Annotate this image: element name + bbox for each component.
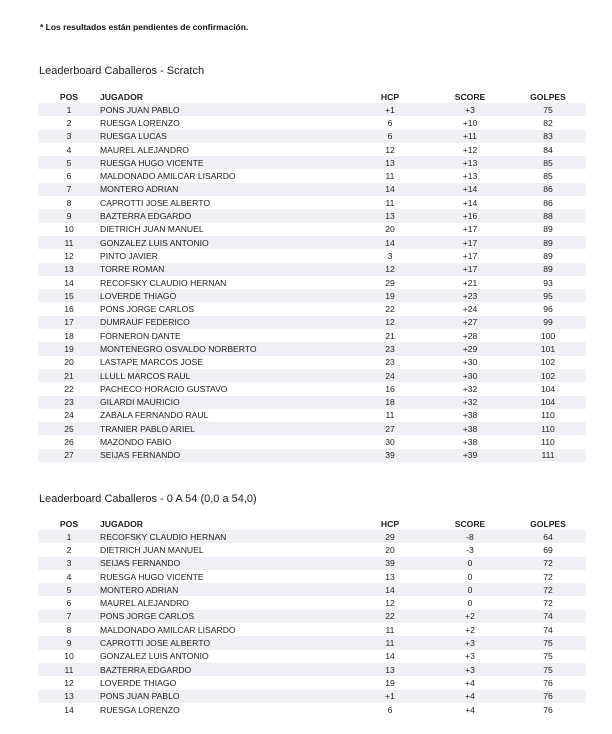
cell-hcp: 11 <box>350 409 430 422</box>
cell-pos: 11 <box>38 236 100 249</box>
cell-hcp: 20 <box>350 543 430 556</box>
cell-golpes: 89 <box>510 236 586 249</box>
table-row <box>38 623 586 636</box>
cell-score: +39 <box>430 449 510 462</box>
cell-score: +4 <box>430 703 510 716</box>
cell-hcp: 22 <box>350 302 430 315</box>
cell-score: -8 <box>430 530 510 543</box>
table-row <box>38 583 586 596</box>
cell-jugador: MONTENEGRO OSVALDO NORBERTO <box>100 342 350 355</box>
cell-jugador: LOVERDE THIAGO <box>100 676 350 689</box>
cell-score: +13 <box>430 169 510 182</box>
cell-jugador: LASTAPE MARCOS JOSE <box>100 356 350 369</box>
table-row <box>38 249 586 262</box>
cell-score: 0 <box>430 557 510 570</box>
cell-pos: 25 <box>38 422 100 435</box>
cell-score: +38 <box>430 435 510 448</box>
cell-golpes: 75 <box>510 663 586 676</box>
cell-hcp: 11 <box>350 169 430 182</box>
table-row <box>38 530 586 543</box>
cell-golpes: 83 <box>510 130 586 143</box>
cell-hcp: 20 <box>350 223 430 236</box>
cell-hcp: 16 <box>350 382 430 395</box>
cell-jugador: BAZTERRA EDGARDO <box>100 663 350 676</box>
cell-score: +2 <box>430 623 510 636</box>
cell-pos: 13 <box>38 263 100 276</box>
cell-hcp: 14 <box>350 236 430 249</box>
cell-jugador: MONTERO ADRIAN <box>100 583 350 596</box>
header-hcp: HCP <box>380 518 400 529</box>
cell-golpes: 85 <box>510 156 586 169</box>
cell-score: +12 <box>430 143 510 156</box>
cell-jugador: MAUREL ALEJANDRO <box>100 143 350 156</box>
header-pos: POS <box>59 91 79 102</box>
header-golpes: GOLPES <box>530 91 566 102</box>
cell-golpes: 72 <box>510 596 586 609</box>
cell-golpes: 76 <box>510 690 586 703</box>
cell-jugador: RECOFSKY CLAUDIO HERNAN <box>100 530 350 543</box>
cell-jugador: RUESGA LORENZO <box>100 703 350 716</box>
cell-pos: 4 <box>38 570 100 583</box>
cell-score: +38 <box>430 409 510 422</box>
cell-score: +17 <box>430 249 510 262</box>
cell-score: +21 <box>430 276 510 289</box>
cell-jugador: CAPROTTI JOSE ALBERTO <box>100 196 350 209</box>
cell-golpes: 82 <box>510 116 586 129</box>
cell-pos: 5 <box>38 156 100 169</box>
cell-jugador: PONS JUAN PABLO <box>100 103 350 116</box>
cell-hcp: 13 <box>350 663 430 676</box>
header-hcp: HCP <box>380 91 400 102</box>
cell-score: 0 <box>430 596 510 609</box>
cell-score: +32 <box>430 382 510 395</box>
cell-score: +30 <box>430 369 510 382</box>
cell-hcp: 27 <box>350 422 430 435</box>
cell-golpes: 100 <box>510 329 586 342</box>
cell-golpes: 95 <box>510 289 586 302</box>
cell-score: +24 <box>430 302 510 315</box>
cell-golpes: 101 <box>510 342 586 355</box>
cell-golpes: 88 <box>510 209 586 222</box>
table-row <box>38 396 586 409</box>
cell-jugador: GILARDI MAURICIO <box>100 396 350 409</box>
cell-golpes: 76 <box>510 703 586 716</box>
cell-jugador: ZABALA FERNANDO RAUL <box>100 409 350 422</box>
cell-jugador: TORRE ROMAN <box>100 263 350 276</box>
cell-hcp: 30 <box>350 435 430 448</box>
cell-golpes: 75 <box>510 650 586 663</box>
cell-hcp: 13 <box>350 570 430 583</box>
table-row <box>38 209 586 222</box>
cell-jugador: TRANIER PABLO ARIEL <box>100 422 350 435</box>
table-header-row <box>38 90 586 103</box>
cell-golpes: 110 <box>510 435 586 448</box>
table-row <box>38 356 586 369</box>
table-row <box>38 409 586 422</box>
cell-golpes: 104 <box>510 382 586 395</box>
cell-hcp: 11 <box>350 196 430 209</box>
cell-hcp: 11 <box>350 636 430 649</box>
cell-golpes: 72 <box>510 570 586 583</box>
cell-jugador: RECOFSKY CLAUDIO HERNAN <box>100 276 350 289</box>
cell-pos: 27 <box>38 449 100 462</box>
cell-score: +14 <box>430 183 510 196</box>
cell-score: +3 <box>430 636 510 649</box>
cell-pos: 3 <box>38 557 100 570</box>
table-row <box>38 342 586 355</box>
cell-score: +16 <box>430 209 510 222</box>
cell-pos: 5 <box>38 583 100 596</box>
cell-pos: 15 <box>38 289 100 302</box>
cell-jugador: PONS JORGE CARLOS <box>100 610 350 623</box>
cell-hcp: 39 <box>350 557 430 570</box>
cell-pos: 10 <box>38 223 100 236</box>
table-row <box>38 382 586 395</box>
cell-hcp: 13 <box>350 156 430 169</box>
cell-jugador: GONZALEZ LUIS ANTONIO <box>100 236 350 249</box>
table-row <box>38 422 586 435</box>
cell-golpes: 111 <box>510 449 586 462</box>
cell-hcp: 6 <box>350 703 430 716</box>
cell-score: 0 <box>430 583 510 596</box>
cell-pos: 23 <box>38 396 100 409</box>
cell-golpes: 84 <box>510 143 586 156</box>
cell-pos: 3 <box>38 130 100 143</box>
header-score: SCORE <box>454 518 486 529</box>
cell-jugador: PINTO JAVIER <box>100 249 350 262</box>
cell-jugador: MALDONADO AMILCAR LISARDO <box>100 623 350 636</box>
table-row <box>38 703 586 716</box>
cell-score: +17 <box>430 223 510 236</box>
table-row <box>38 169 586 182</box>
header-jugador: JUGADOR <box>100 518 143 529</box>
cell-jugador: SEIJAS FERNANDO <box>100 449 350 462</box>
cell-score: +27 <box>430 316 510 329</box>
cell-hcp: 6 <box>350 130 430 143</box>
cell-pos: 2 <box>38 543 100 556</box>
cell-hcp: 29 <box>350 530 430 543</box>
cell-pos: 14 <box>38 703 100 716</box>
cell-hcp: 12 <box>350 263 430 276</box>
table-row <box>38 196 586 209</box>
cell-jugador: MONTERO ADRIAN <box>100 183 350 196</box>
cell-pos: 26 <box>38 435 100 448</box>
table-row <box>38 663 586 676</box>
cell-hcp: 24 <box>350 369 430 382</box>
cell-pos: 6 <box>38 169 100 182</box>
cell-hcp: 18 <box>350 396 430 409</box>
cell-pos: 14 <box>38 276 100 289</box>
cell-score: +11 <box>430 130 510 143</box>
cell-jugador: MALDONADO AMILCAR LISARDO <box>100 169 350 182</box>
cell-hcp: 12 <box>350 596 430 609</box>
cell-golpes: 86 <box>510 196 586 209</box>
cell-jugador: PACHECO HORACIO GUSTAVO <box>100 382 350 395</box>
cell-pos: 1 <box>38 103 100 116</box>
table-row <box>38 130 586 143</box>
table-row <box>38 103 586 116</box>
cell-golpes: 99 <box>510 316 586 329</box>
cell-score: 0 <box>430 570 510 583</box>
cell-jugador: LOVERDE THIAGO <box>100 289 350 302</box>
cell-pos: 2 <box>38 116 100 129</box>
cell-hcp: 13 <box>350 209 430 222</box>
cell-jugador: PONS JORGE CARLOS <box>100 302 350 315</box>
cell-jugador: BAZTERRA EDGARDO <box>100 209 350 222</box>
cell-jugador: RUESGA HUGO VICENTE <box>100 570 350 583</box>
table-row <box>38 435 586 448</box>
table-row <box>38 636 586 649</box>
cell-pos: 8 <box>38 623 100 636</box>
cell-golpes: 96 <box>510 302 586 315</box>
cell-hcp: 12 <box>350 316 430 329</box>
cell-golpes: 89 <box>510 249 586 262</box>
cell-golpes: 74 <box>510 623 586 636</box>
table-row <box>38 449 586 462</box>
cell-score: +30 <box>430 356 510 369</box>
cell-pos: 24 <box>38 409 100 422</box>
cell-score: +14 <box>430 196 510 209</box>
cell-pos: 7 <box>38 610 100 623</box>
cell-golpes: 93 <box>510 276 586 289</box>
table-row <box>38 223 586 236</box>
cell-hcp: 29 <box>350 276 430 289</box>
cell-golpes: 89 <box>510 263 586 276</box>
cell-pos: 12 <box>38 676 100 689</box>
cell-golpes: 64 <box>510 530 586 543</box>
cell-score: +13 <box>430 156 510 169</box>
cell-hcp: 39 <box>350 449 430 462</box>
cell-hcp: 22 <box>350 610 430 623</box>
cell-hcp: 12 <box>350 143 430 156</box>
table-row <box>38 329 586 342</box>
table-row <box>38 276 586 289</box>
cell-pos: 12 <box>38 249 100 262</box>
table-row <box>38 302 586 315</box>
cell-score: +2 <box>430 610 510 623</box>
cell-score: +4 <box>430 690 510 703</box>
table-row <box>38 596 586 609</box>
cell-pos: 19 <box>38 342 100 355</box>
cell-pos: 4 <box>38 143 100 156</box>
cell-golpes: 76 <box>510 676 586 689</box>
cell-hcp: 14 <box>350 583 430 596</box>
cell-hcp: 19 <box>350 676 430 689</box>
cell-jugador: RUESGA HUGO VICENTE <box>100 156 350 169</box>
table-row <box>38 650 586 663</box>
cell-score: +28 <box>430 329 510 342</box>
cell-pos: 16 <box>38 302 100 315</box>
cell-jugador: CAPROTTI JOSE ALBERTO <box>100 636 350 649</box>
cell-score: +17 <box>430 236 510 249</box>
header-pos: POS <box>59 518 79 529</box>
cell-jugador: DUMRAUF FEDERICO <box>100 316 350 329</box>
cell-score: +17 <box>430 263 510 276</box>
cell-jugador: PONS JUAN PABLO <box>100 690 350 703</box>
cell-pos: 11 <box>38 663 100 676</box>
cell-hcp: 23 <box>350 342 430 355</box>
cell-pos: 8 <box>38 196 100 209</box>
cell-golpes: 110 <box>510 409 586 422</box>
cell-golpes: 72 <box>510 583 586 596</box>
cell-golpes: 85 <box>510 169 586 182</box>
cell-score: +38 <box>430 422 510 435</box>
table-row <box>38 610 586 623</box>
cell-golpes: 69 <box>510 543 586 556</box>
cell-jugador: FORNERON DANTE <box>100 329 350 342</box>
leaderboard-table-scratch <box>38 90 586 462</box>
cell-score: +3 <box>430 663 510 676</box>
cell-hcp: 14 <box>350 183 430 196</box>
cell-pos: 17 <box>38 316 100 329</box>
table-row <box>38 156 586 169</box>
header-jugador: JUGADOR <box>100 91 143 102</box>
cell-golpes: 102 <box>510 356 586 369</box>
cell-score: +32 <box>430 396 510 409</box>
cell-score: -3 <box>430 543 510 556</box>
cell-pos: 21 <box>38 369 100 382</box>
cell-pos: 6 <box>38 596 100 609</box>
leaderboard-table-0-a-54 <box>38 517 586 716</box>
cell-hcp: 21 <box>350 329 430 342</box>
cell-golpes: 74 <box>510 610 586 623</box>
cell-golpes: 75 <box>510 636 586 649</box>
table-row <box>38 183 586 196</box>
table-header-row <box>38 517 586 530</box>
cell-pos: 10 <box>38 650 100 663</box>
table-row <box>38 369 586 382</box>
cell-golpes: 110 <box>510 422 586 435</box>
cell-hcp: 3 <box>350 249 430 262</box>
cell-golpes: 72 <box>510 557 586 570</box>
table-row <box>38 570 586 583</box>
cell-score: +23 <box>430 289 510 302</box>
cell-golpes: 104 <box>510 396 586 409</box>
section-title-scratch: Leaderboard Caballeros - Scratch <box>39 65 205 77</box>
cell-hcp: +1 <box>350 690 430 703</box>
cell-hcp: 14 <box>350 650 430 663</box>
cell-golpes: 86 <box>510 183 586 196</box>
pending-confirmation-note: * Los resultados están pendientes de confirmación. <box>40 22 249 32</box>
cell-pos: 22 <box>38 382 100 395</box>
table-row <box>38 543 586 556</box>
cell-pos: 9 <box>38 209 100 222</box>
cell-jugador: DIETRICH JUAN MANUEL <box>100 223 350 236</box>
cell-jugador: LLULL MARCOS RAUL <box>100 369 350 382</box>
header-score: SCORE <box>454 91 486 102</box>
cell-jugador: GONZALEZ LUIS ANTONIO <box>100 650 350 663</box>
cell-jugador: SEIJAS FERNANDO <box>100 557 350 570</box>
cell-hcp: 23 <box>350 356 430 369</box>
cell-jugador: RUESGA LUCAS <box>100 130 350 143</box>
table-row <box>38 116 586 129</box>
cell-jugador: RUESGA LORENZO <box>100 116 350 129</box>
cell-pos: 9 <box>38 636 100 649</box>
table-row <box>38 236 586 249</box>
cell-pos: 18 <box>38 329 100 342</box>
cell-pos: 20 <box>38 356 100 369</box>
cell-jugador: MAZONDO FABIO <box>100 435 350 448</box>
table-row <box>38 676 586 689</box>
section-title-0-a-54: Leaderboard Caballeros - 0 A 54 (0,0 a 54,0) <box>39 493 257 505</box>
table-row <box>38 557 586 570</box>
cell-jugador: MAUREL ALEJANDRO <box>100 596 350 609</box>
cell-hcp: 19 <box>350 289 430 302</box>
cell-pos: 1 <box>38 530 100 543</box>
table-row <box>38 143 586 156</box>
cell-score: +10 <box>430 116 510 129</box>
table-row <box>38 690 586 703</box>
cell-golpes: 75 <box>510 103 586 116</box>
cell-golpes: 89 <box>510 223 586 236</box>
cell-score: +3 <box>430 103 510 116</box>
cell-jugador: DIETRICH JUAN MANUEL <box>100 543 350 556</box>
cell-hcp: 11 <box>350 623 430 636</box>
cell-golpes: 102 <box>510 369 586 382</box>
cell-pos: 13 <box>38 690 100 703</box>
table-row <box>38 289 586 302</box>
header-golpes: GOLPES <box>530 518 566 529</box>
cell-score: +4 <box>430 676 510 689</box>
cell-hcp: +1 <box>350 103 430 116</box>
cell-pos: 7 <box>38 183 100 196</box>
cell-hcp: 6 <box>350 116 430 129</box>
cell-score: +29 <box>430 342 510 355</box>
cell-score: +3 <box>430 650 510 663</box>
table-row <box>38 263 586 276</box>
table-row <box>38 316 586 329</box>
